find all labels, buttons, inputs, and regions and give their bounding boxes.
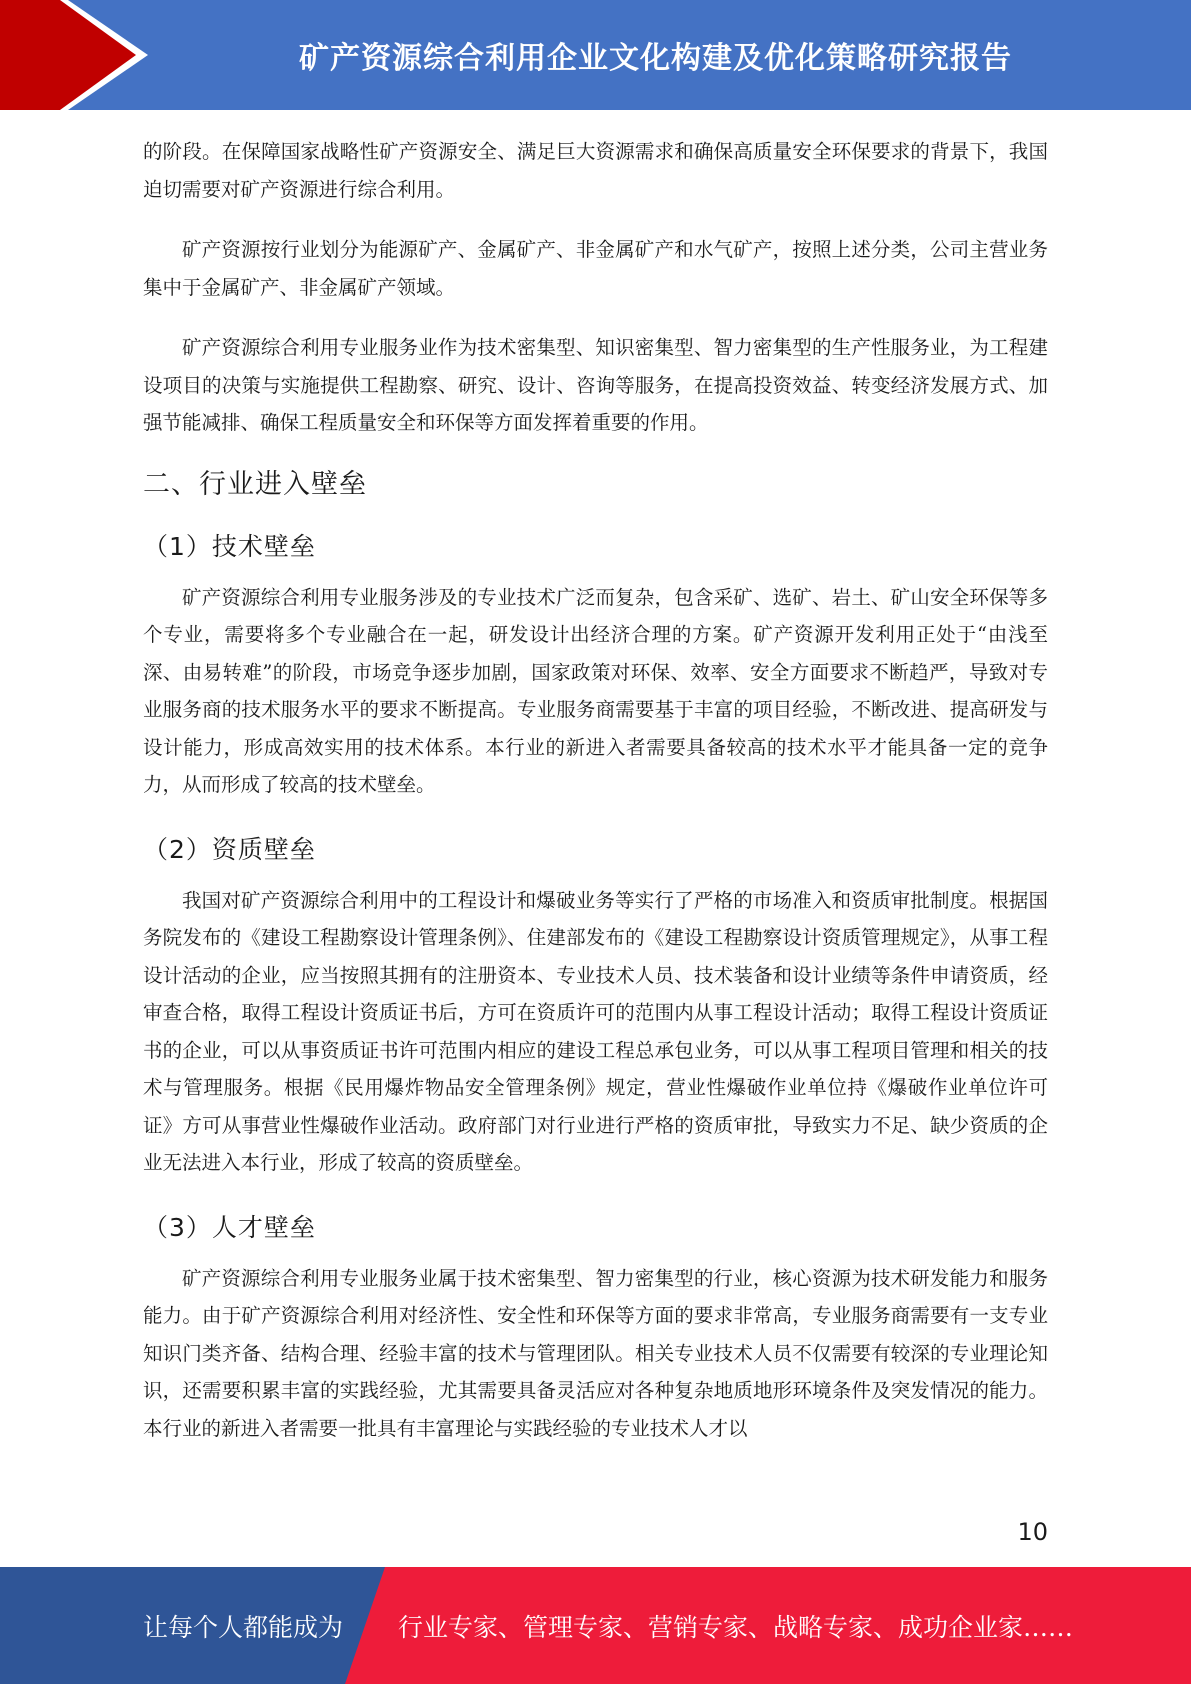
subheading-qualification-barrier: （2）资质壁垒	[143, 834, 316, 864]
subheading-talent-barrier: （3）人才壁垒	[143, 1212, 316, 1242]
footer-slogan-left: 让每个人都能成为	[143, 1612, 344, 1642]
header-banner	[0, 0, 1191, 110]
header-chevron-decoration	[0, 0, 160, 110]
paragraph-talent-barrier: 矿产资源综合利用专业服务业属于技术密集型、智力密集型的行业，核心资源为技术研发能力和服务能力。由于矿产资源综合利用对经济性、安全性和环保等方面的要求非常高，专业服务商需要有一支专业知识门类齐备、结构合理、经验丰富的技术与管理团队。相关专业技术人员不仅需要有较深的专业理论知识，还需要积累丰富的实践经验，尤其需要具备灵活应对各种复杂地质地形环境条件及突发情况的能力。本行业的新进入者需要一批具有丰富理论与实践经验的专业技术人才以	[143, 1266, 1048, 1440]
document-body	[143, 133, 1048, 1447]
subheading-technical-barrier: （1）技术壁垒	[143, 531, 316, 561]
page-number: 10	[1017, 1518, 1048, 1546]
paragraph-technical-barrier: 矿产资源综合利用专业服务涉及的专业技术广泛而复杂，包含采矿、选矿、岩土、矿山安全环保等多个专业，需要将多个专业融合在一起，研发设计出经济合理的方案。矿产资源开发利用正处于“由浅至深、由易转难”的阶段，市场竞争逐步加剧，国家政策对环保、效率、安全方面要求不断趋严，导致对专业服务商的技术服务水平的要求不断提高。专业服务商需要基于丰富的项目经验，不断改进、提高研发与设计能力，形成高效实用的技术体系。本行业的新进入者需要具备较高的技术水平才能具备一定的竞争力，从而形成了较高的技术壁垒。	[143, 585, 1048, 796]
footer-slogan-right: 行业专家、管理专家、营销专家、战略专家、成功企业家……	[398, 1612, 1074, 1642]
paragraph-qualification-barrier: 我国对矿产资源综合利用中的工程设计和爆破业务等实行了严格的市场准入和资质审批制度。根据国务院发布的《建设工程勘察设计管理条例》、住建部发布的《建设工程勘察设计资质管理规定》，从事工程设计活动的企业，应当按照其拥有的注册资本、专业技术人员、技术装备和设计业绩等条件申请资质，经审查合格，取得工程设计资质证书后，方可在资质许可的范围内从事工程设计活动；取得工程设计资质证书的企业，可以从事资质证书许可范围内相应的建设工程总承包业务，可以从事工程项目管理和相关的技术与管理服务。根据《民用爆炸物品安全管理条例》规定，营业性爆破作业单位持《爆破作业单位许可证》方可从事营业性爆破作业活动。政府部门对行业进行严格的资质审批，导致实力不足、缺少资质的企业无法进入本行业，形成了较高的资质壁垒。	[143, 888, 1048, 1174]
report-title: 矿产资源综合利用企业文化构建及优化策略研究报告	[299, 41, 1012, 76]
paragraph-service-industry: 矿产资源综合利用专业服务业作为技术密集型、知识密集型、智力密集型的生产性服务业，为工程建设项目的决策与实施提供工程勘察、研究、设计、咨询等服务，在提高投资效益、转变经济发展方式、加强节能减排、确保工程质量安全和环保等方面发挥着重要的作用。	[143, 336, 1048, 434]
footer-banner	[0, 1567, 1191, 1684]
section-heading-entry-barriers: 二、行业进入壁垒	[143, 468, 367, 500]
paragraph-continuation: 的阶段。在保障国家战略性矿产资源安全、满足巨大资源需求和确保高质量安全环保要求的背景下，我国迫切需要对矿产资源进行综合利用。	[143, 140, 1048, 201]
paragraph-mineral-classification: 矿产资源按行业划分为能源矿产、金属矿产、非金属矿产和水气矿产，按照上述分类，公司主营业务集中于金属矿产、非金属矿产领域。	[143, 238, 1048, 299]
